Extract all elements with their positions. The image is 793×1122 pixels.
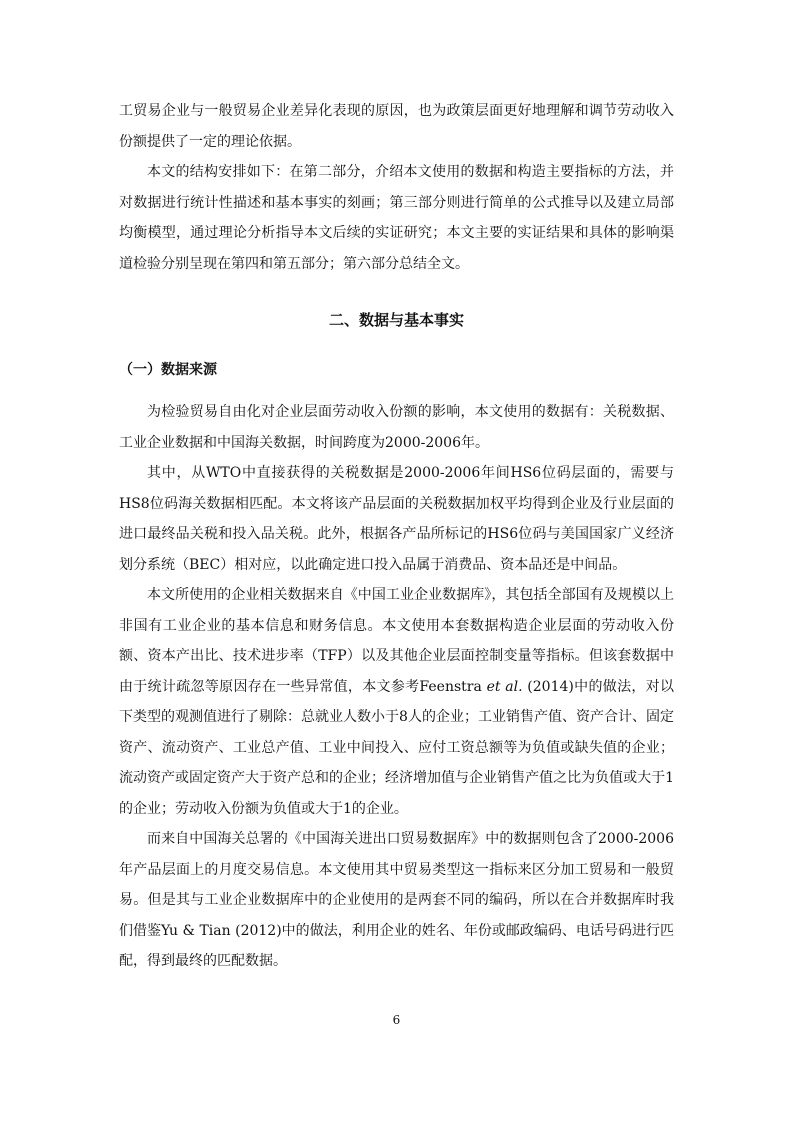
data-source-paragraph-3 — [119, 580, 674, 824]
section-title: 二、数据与基本事实 — [328, 311, 464, 329]
data-source-paragraph-4: 而来自中国海关总署的《中国海关进出口贸易数据库》中的数据则包含了2000-2006年产品层面上的月度交易信息。本文使用其中贸易类型这一指标来区分加工贸易和一般贸易。但是其与工业企业数据库中的企业使用的是两套不同的编码，所以在合并数据库时我们借鉴Yu & Tian (2012)中的做法，利用企业的姓名、年份或邮政编码、电话号码进行匹配，得到最终的匹配数据。 — [119, 831, 674, 969]
paragraph-3-text-b: (2014)中的做法，对以下类型的观测值进行了剔除：总就业人数小于8人的企业；工业销售产值、资产合计、固定资产、流动资产、工业总产值、工业中间投入、应付工资总额等为负值或缺失值的企业；流动资产或固定资产大于资产总和的企业；经济增加值与企业销售产值之比为负值或大于1的企业；劳动收入份额为负值或大于1的企业。 — [119, 678, 674, 817]
data-source-paragraph-1: 为检验贸易自由化对企业层面劳动收入份额的影响，本文使用的数据有：关税数据、工业企业数据和中国海关数据，时间跨度为2000-2006年。 — [119, 404, 674, 451]
intro-block — [119, 96, 674, 279]
intro-paragraph-2: 本文的结构安排如下：在第二部分，介绍本文使用的数据和构造主要指标的方法，并对数据进行统计性描述和基本事实的刻画；第三部分则进行简单的公式推导以及建立局部均衡模型，通过理论分析指导本文后续的实证研究；本文主要的实证结果和具体的影响渠道检验分别呈现在第四和第五部分；第六部分总结全文。 — [119, 164, 674, 272]
citation-et-al: et al. — [486, 678, 523, 695]
page-number: 6 — [392, 1013, 401, 1027]
data-source-paragraph-2: 其中，从WTO中直接获得的关税数据是2000-2006年间HS6位码层面的，需要与HS8位码海关数据相匹配。本文将该产品层面的关税数据加权平均得到企业及行业层面的进口最终品关税和投入品关税。此外，根据各产品所标记的HS6位码与美国国家广义经济划分系统（BEC）相对应，以此确定进口投入品属于消费品、资本品还是中间品。 — [119, 465, 674, 573]
paragraph-3-text-a: 本文所使用的企业相关数据来自《中国工业企业数据库》，其包括全部国有及规模以上非国有工业企业的基本信息和财务信息。本文使用本套数据构造企业层面的劳动收入份额、资本产出比、技术进步率（TFP）以及其他企业层面控制变量等指标。但该套数据中由于统计疏忽等原因存在一些异常值，本文参考Feenstra — [119, 587, 674, 695]
subsection-title: （一）数据来源 — [119, 362, 217, 378]
intro-paragraph-1: 工贸易企业与一般贸易企业差异化表现的原因，也为政策层面更好地理解和调节劳动收入份额提供了一定的理论依据。 — [119, 103, 674, 150]
data-source-block — [119, 397, 674, 977]
